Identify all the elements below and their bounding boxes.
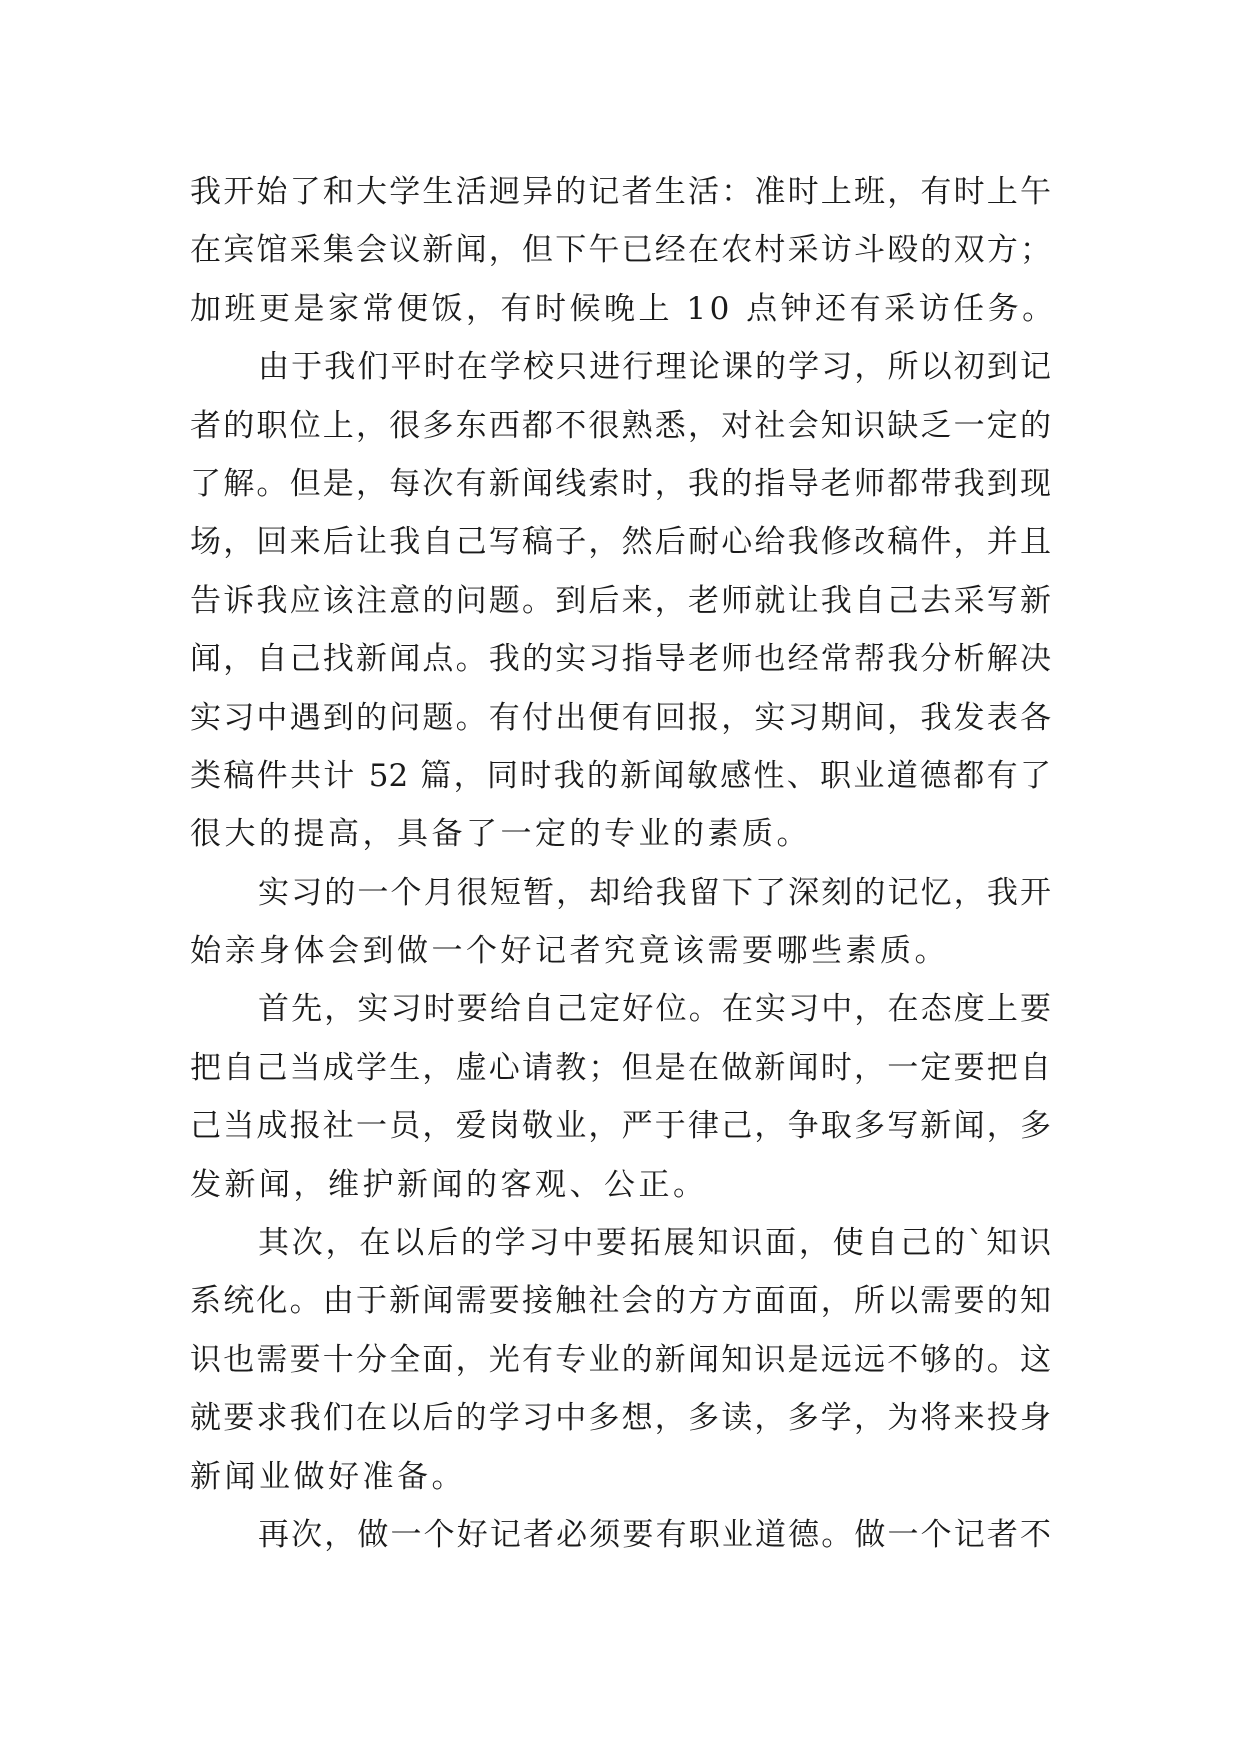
body-text xyxy=(190,163,1057,1564)
paragraph-first-line: 由于我们平时在学校只进行理论课的学习，所以初到记 xyxy=(258,349,1051,386)
paragraph-first-line: 其次，在以后的学习中要拓展知识面，使自己的`知识 xyxy=(258,1225,1051,1262)
text-line: 类稿件共计 52 篇，同时我的新闻敏感性、职业道德都有了 xyxy=(190,757,1051,794)
text-line: 发新闻，维护新闻的客观、公正。 xyxy=(190,1166,708,1203)
text-line: 始亲身体会到做一个好记者究竟该需要哪些素质。 xyxy=(190,933,949,970)
text-line: 实习中遇到的问题。有付出便有回报，实习期间，我发表各 xyxy=(190,699,1051,736)
paragraph-first-line: 首先，实习时要给自己定好位。在实习中，在态度上要 xyxy=(258,991,1051,1028)
paragraph-first-line: 再次，做一个好记者必须要有职业道德。做一个记者不 xyxy=(258,1516,1051,1553)
text-line: 很大的提高，具备了一定的专业的素质。 xyxy=(190,816,811,853)
text-line: 识也需要十分全面，光有专业的新闻知识是远远不够的。这 xyxy=(190,1341,1051,1378)
text-line: 闻，自己找新闻点。我的实习指导老师也经常帮我分析解决 xyxy=(190,641,1051,678)
text-line: 就要求我们在以后的学习中多想，多读，多学，为将来投身 xyxy=(190,1400,1051,1437)
text-line: 告诉我应该注意的问题。到后来，老师就让我自己去采写新 xyxy=(190,582,1051,619)
text-line: 者的职位上，很多东西都不很熟悉，对社会知识缺乏一定的 xyxy=(190,407,1051,444)
text-line: 场，回来后让我自己写稿子，然后耐心给我修改稿件，并且 xyxy=(190,524,1051,561)
text-line: 了解。但是，每次有新闻线索时，我的指导老师都带我到现 xyxy=(190,465,1051,502)
text-line: 系统化。由于新闻需要接触社会的方方面面，所以需要的知 xyxy=(190,1283,1051,1320)
text-line: 我开始了和大学生活迥异的记者生活：准时上班，有时上午 xyxy=(190,174,1051,210)
text-line: 新闻业做好准备。 xyxy=(190,1458,466,1495)
paragraph-first-line: 实习的一个月很短暂，却给我留下了深刻的记忆，我开 xyxy=(258,874,1051,911)
text-line: 在宾馆采集会议新闻，但下午已经在农村采访斗殴的双方； xyxy=(190,232,1051,269)
text-line: 加班更是家常便饭，有时候晚上 10 点钟还有采访任务。 xyxy=(190,290,1057,327)
text-line: 把自己当成学生，虚心请教；但是在做新闻时，一定要把自 xyxy=(190,1049,1051,1086)
text-line: 己当成报社一员，爱岗敬业，严于律己，争取多写新闻，多 xyxy=(190,1108,1051,1145)
